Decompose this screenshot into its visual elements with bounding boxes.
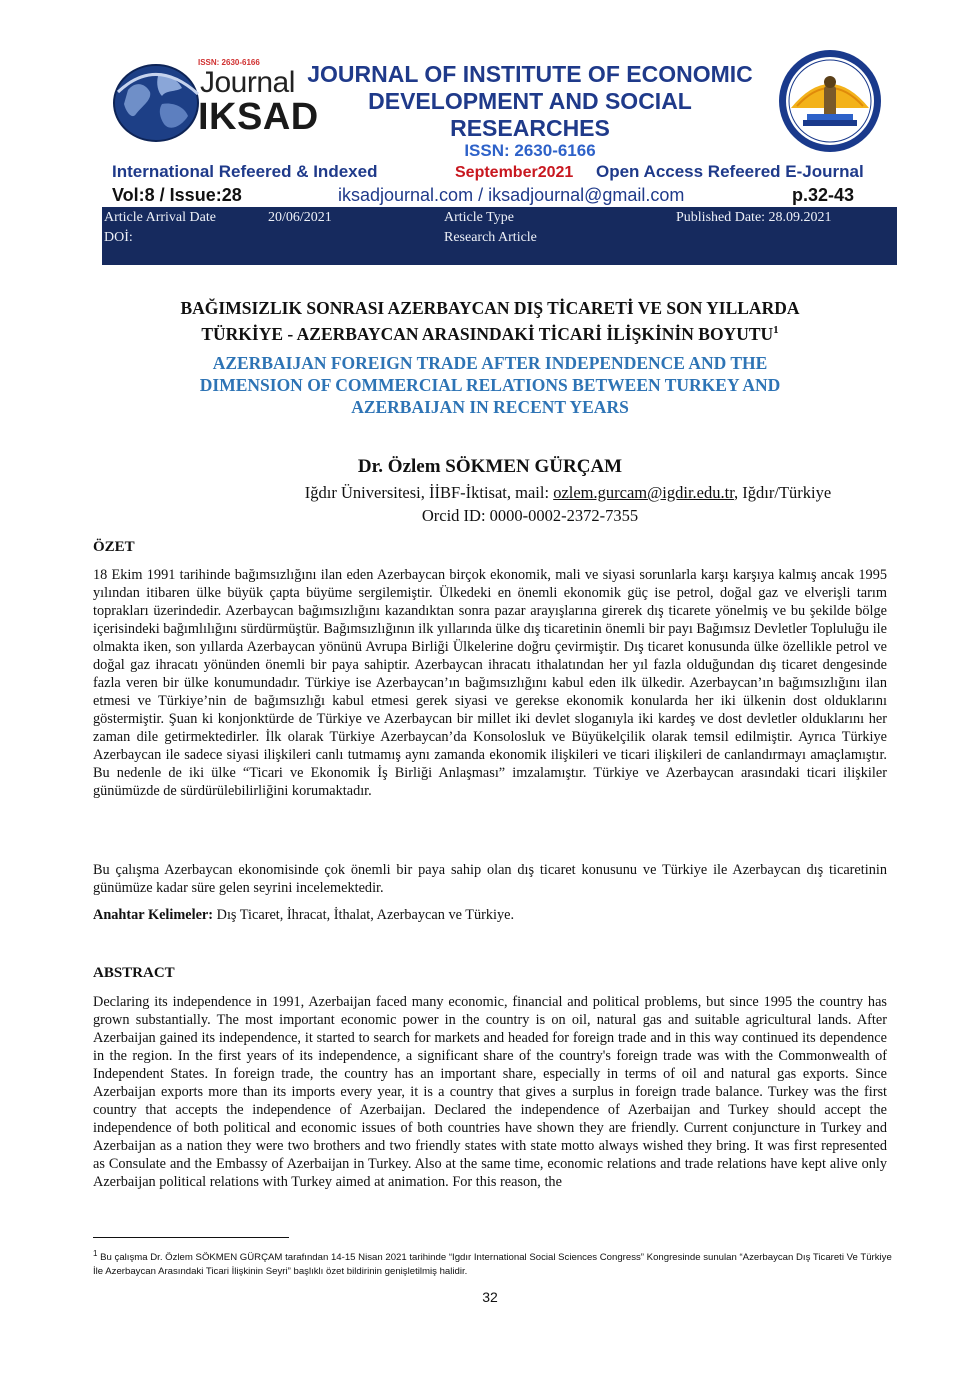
volume-issue: Vol:8 / Issue:28: [112, 185, 242, 205]
title-english-line: AZERBAIJAN FOREIGN TRADE AFTER INDEPENDENCE AND THE: [212, 353, 768, 373]
footnote-number: 1: [93, 1249, 98, 1258]
article-type-value: Research Article: [444, 230, 537, 245]
title-turkish-line: TÜRKİYE - AZERBAYCAN ARASINDAKİ TİCARİ İLİŞKİNİN BOYUTU: [201, 323, 774, 344]
page-number: 32: [482, 1289, 498, 1305]
globe-logo-icon: [112, 62, 200, 144]
logo-word-iksad: IKSAD: [198, 96, 319, 138]
logo-issn: ISSN: 2630-6166: [198, 58, 260, 67]
title-english: [112, 352, 868, 418]
journal-title: [290, 61, 770, 142]
journal-title-line: JOURNAL OF INSTITUTE OF ECONOMIC: [307, 61, 753, 87]
ozet-heading: ÖZET: [93, 539, 135, 555]
author-affiliation: [200, 483, 936, 503]
issue-date: September2021: [455, 164, 574, 181]
affiliation-text: Iğdır Üniversitesi, İİBF-İktisat, mail:: [304, 483, 550, 502]
arrival-date-value: 20/06/2021: [268, 210, 332, 225]
title-turkish: [112, 297, 868, 345]
keywords-list: Dış Ticaret, İhracat, İthalat, Azerbaycan ve Türkiye.: [213, 907, 515, 923]
published-date: Published Date: 28.09.2021: [676, 210, 832, 225]
page-range: p.32-43: [792, 185, 855, 205]
author-email-link[interactable]: ozlem.gurcam@igdir.edu.tr: [553, 483, 735, 502]
journal-issn: ISSN: 2630-6166: [464, 141, 596, 160]
author-orcid: Orcid ID: 0000-0002-2372-7355: [421, 506, 639, 525]
title-turkish-line: BAĞIMSIZLIK SONRASI AZERBAYCAN DIŞ TİCARETİ VE SON YILLARDA: [180, 298, 800, 318]
title-english-line: DIMENSION OF COMMERCIAL RELATIONS BETWEEN TURKEY AND: [199, 375, 781, 395]
journal-title-line: DEVELOPMENT AND SOCIAL: [368, 88, 692, 114]
refereed-indexed-label: International Refeered & Indexed: [112, 162, 378, 181]
footnote-text: Bu çalışma Dr. Özlem SÖKMEN GÜRÇAM tarafından 14-15 Nisan 2021 tarihinde “Igdır International Social Sciences Congress” Kongresinde sunulan “Azerbaycan Dış Ticareti Ve Türkiye İle Azerbaycan Arasındaki Ticari İlişkinin Seyri” başlıklı özet bildirinin genişletilmiş halidir.: [93, 1252, 892, 1278]
logo-word-journal: Journal: [200, 66, 295, 99]
keywords-line: [93, 906, 887, 924]
journal-title-line: RESEARCHES: [450, 115, 610, 141]
abstract-heading: ABSTRACT: [93, 965, 175, 981]
doi-label: DOİ:: [104, 230, 133, 245]
arrival-date-label: Article Arrival Date: [104, 210, 216, 225]
title-english-line: AZERBAIJAN IN RECENT YEARS: [351, 397, 629, 417]
footnote-mark[interactable]: 1: [773, 324, 779, 336]
article-info-band: [102, 207, 897, 265]
journal-urls[interactable]: iksadjournal.com / iksadjournal@gmail.com: [338, 185, 685, 205]
ozet-paragraph: Bu çalışma Azerbaycan ekonomisinde çok önemli bir paya sahip olan dış ticaret konusunu ve Türkiye ile Azerbaycan dış ticaretinin günümüze kadar süre gelen seyrini incelemektedir.: [93, 862, 887, 896]
affiliation-location: , Iğdır/Türkiye: [734, 483, 832, 502]
footnote: [93, 1247, 893, 1279]
institute-seal-icon: [777, 48, 883, 154]
author-name: Dr. Özlem SÖKMEN GÜRÇAM: [357, 456, 623, 477]
open-access-label: Open Access Refeered E-Journal: [596, 162, 864, 181]
footnote-divider: [93, 1237, 289, 1238]
iksad-journal-logo: [112, 56, 319, 148]
article-type-label: Article Type: [444, 210, 514, 225]
abstract-paragraph: Declaring its independence in 1991, Azerbaijan faced many economic, financial and political problems, but since 1995 the country has grown substantially. The most important economic power in the country is on oil, natural gas and suitable agricultural lands. After Azerbaijan gained its independence, it started to search for markets and headed for foreign trade and in this way continued its dependence in the region. In the first years of its independence, a significant share of the country's foreign trade was with the Commonwealth of Independent States. In foreign trade, the country has an important share, especially in terms of oil and natural gas exports. Since Azerbaijan exports more than its imports every year, it is a country that gives a surplus in foreign trade balance. Turkey was the first country that accepts the independence of Azerbaijan. Declared the independence of Azerbaijan and Turkey should accept the independence of both political and economic issues of both countries have shown they are friendly. Current conjuncture in Turkey and Azerbaijan as a nation they were two brothers and two friendly states with state motto always wished they bring. It was first represented as Consulate and the Embassy of Azerbaijan in Turkey. Also at the same time, economic relations and trade relations have kept alive only Azerbaijan political relations with Turkey aimed at animation. For this reason, the: [93, 994, 887, 1190]
ozet-paragraph: 18 Ekim 1991 tarihinde bağımsızlığını ilan eden Azerbaycan birçok ekonomik, mali ve siyasi sorunlarla karşı karşıya kalmış ancak 1995 yılından itibaren ülke büyük çapta büyüme sergilemiştir. Ülkedeki en önemli ekonomik güç ise petrol, doğal gaz ve elverişli tarım toprakları üzerindedir. Azerbaycan bağımsızlığını kazandıktan sonra pazar arayışlarına girerek dış ticarete yönelmiş ve bu şekilde bölge içerisindeki bağımlılığını sürdürmüştür. Bağımsızlığının ilk yıllarında ülke dış ticaretinin önemli bir payı Bağımsız Devletler Topluluğu ile olmakta iken, son yıllarda Azerbaycan yönünü Avrupa Birliği Ülkelerine doğru çevirmiştir. Dış ticaret konusunda ülke özellikle petrol ve doğal gaz ihracatı yönünden önemli bir paya sahiptir. Azerbaycan ihracatı ithalatından her yıl fazla olduğundan dış ticaret dengesinde fazla veren bir ülke konumundadır. Türkiye ise Azerbaycan’ın bağımsızlığını kabul eden ilk ülkedir. Azerbaycan’ın bağımsızlığını ilan etmesi ve Türkiye’nin de bağımsızlığı kabul etmesi gerek siyasi ve gerekse ekonomik konularda her iki ülkenin dost olduklarını göstermiştir. Şuan ki konjonktürde de Türkiye ve Azerbaycan bir millet iki devlet sloganıyla iki kardeş ve dost devletler olduklarını her zaman dile getirmektedirler. İlk olarak Türkiye Azerbaycan’da Konsolosluk ve Büyükelçilik olarak temsil edilmiştir. Ayrıca Türkiye Azerbaycan ile sadece siyasi ilişkileri canlı tutmamış aynı zamanda ekonomik ilişkileri ve ticari ilişkileri de canlandırmayı amaçlamıştır. Bu nedenle de iki ülke “Ticari ve Ekonomik İş Birliği Anlaşması” imzalamıştır. Türkiye ve Azerbaycan arasındaki ticari ilişkiler günümüzde de sürdürülebilirliğini korumaktadır.: [93, 567, 887, 799]
keywords-label: Anahtar Kelimeler:: [93, 907, 214, 923]
